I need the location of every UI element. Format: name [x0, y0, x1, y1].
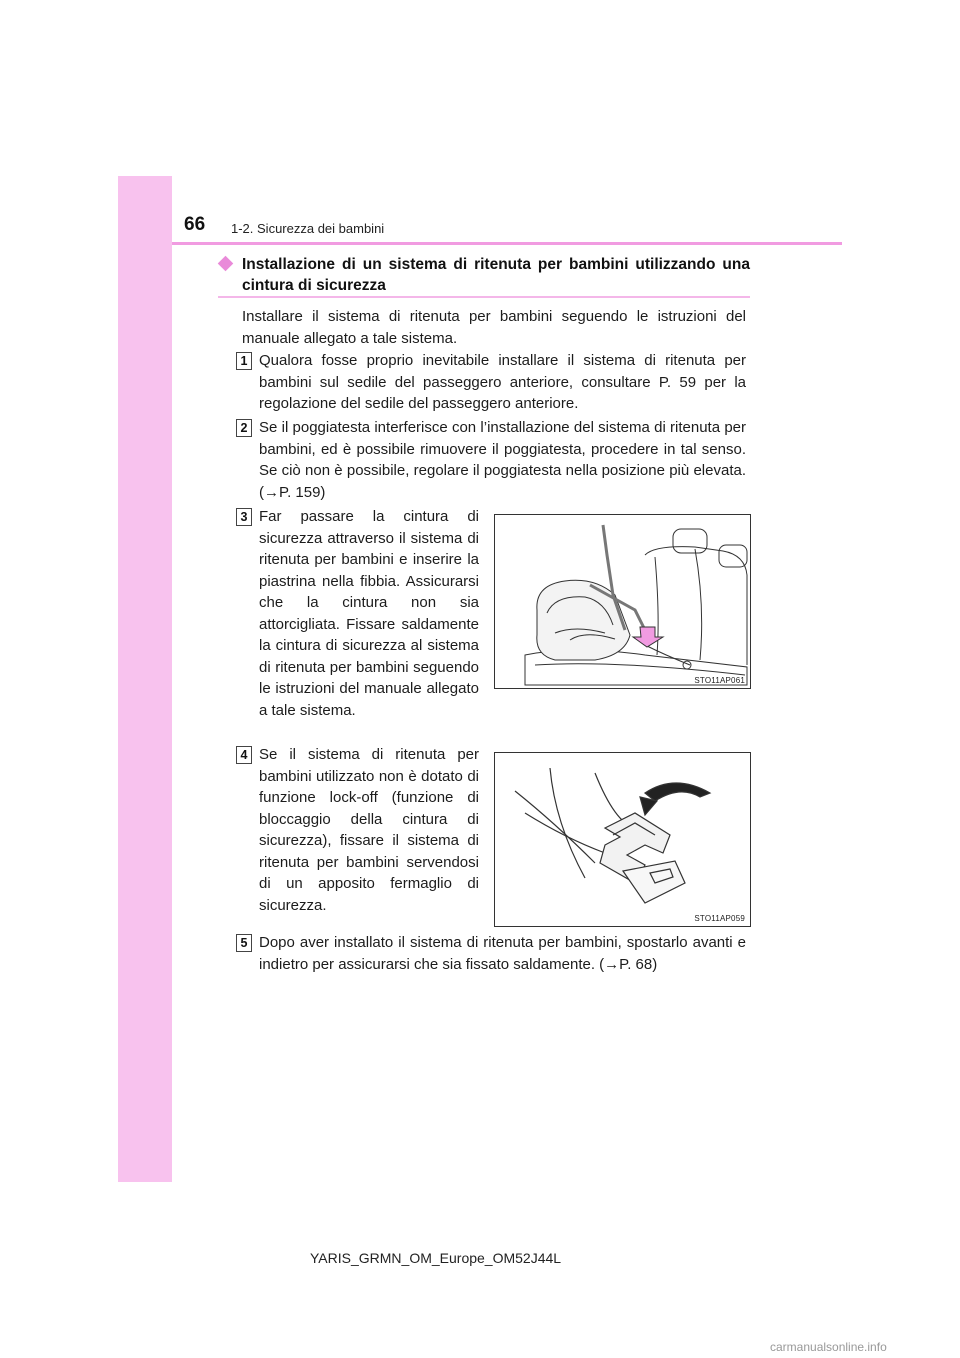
section-title: 1-2. Sicurezza dei bambini: [231, 221, 385, 236]
diamond-bullet-icon: [218, 256, 234, 272]
step-text: Se il poggiatesta interferisce con l’installazione del sistema di ritenuta per bambini, ed è possibile rimuovere il poggiatesta, procedere in tal senso. Se ciò non è possibile, regolare il poggiatesta nella posizione più elevata. (→P. 159): [259, 419, 746, 501]
step-number-badge: 1: [236, 352, 252, 370]
header-rule: [172, 242, 842, 245]
figure-child-seat-belt-routing: [494, 514, 751, 689]
step-text: Dopo aver installato il sistema di ritenuta per bambini, spostarlo avanti e indietro per assicurarsi che sia fissato saldamente. (→P. 68): [259, 934, 746, 973]
figure-code: STO11AP061: [694, 676, 745, 685]
intro-paragraph: Installare il sistema di ritenuta per bambini seguendo le istruzioni del manuale allegato a tale sistema.: [242, 308, 746, 347]
step-number-badge: 2: [236, 419, 252, 437]
step-number-badge: 3: [236, 508, 252, 526]
step-number-badge: 4: [236, 746, 252, 764]
document-code: YARIS_GRMN_OM_Europe_OM52J44L: [310, 1250, 562, 1266]
step-text: Qualora fosse proprio inevitabile installare il sistema di ritenuta per bambini sul sedile del passeggero anteriore, consultare P. 59 per la regolazione del sedile del passeggero anteriore.: [259, 352, 746, 412]
side-margin-band: [118, 176, 172, 1182]
page-number: 66: [184, 214, 206, 235]
step-text: Se il sistema di ritenuta per bambini utilizzato non è dotato di funzione lock-off (funzione di bloccaggio della cintura di sicurezza), fissare il sistema di ritenuta per bambini servendosi di un apposito fermaglio di sicurezza.: [259, 746, 479, 914]
figure-code: STO11AP059: [694, 914, 745, 923]
heading-rule: [218, 296, 750, 298]
locking-clip-illustration: [495, 753, 750, 926]
step-text: Far passare la cintura di sicurezza attraverso il sistema di ritenuta per bambini e inserire la piastrina nella fibbia. Assicurarsi che la cintura non sia attorcigliata. Fissare saldamente la cintura di sicurezza al sistema di ritenuta per bambini seguendo le istruzioni del manuale allegato a tale sistema.: [259, 508, 479, 719]
figure-locking-clip: [494, 752, 751, 927]
step-number-badge: 5: [236, 934, 252, 952]
child-seat-illustration: [495, 515, 750, 688]
subsection-heading: [218, 254, 750, 296]
watermark: carmanualsonline.info: [770, 1340, 887, 1354]
subsection-title: Installazione di un sistema di ritenuta per bambini utilizzando una cintura di sicurezza: [242, 256, 750, 294]
